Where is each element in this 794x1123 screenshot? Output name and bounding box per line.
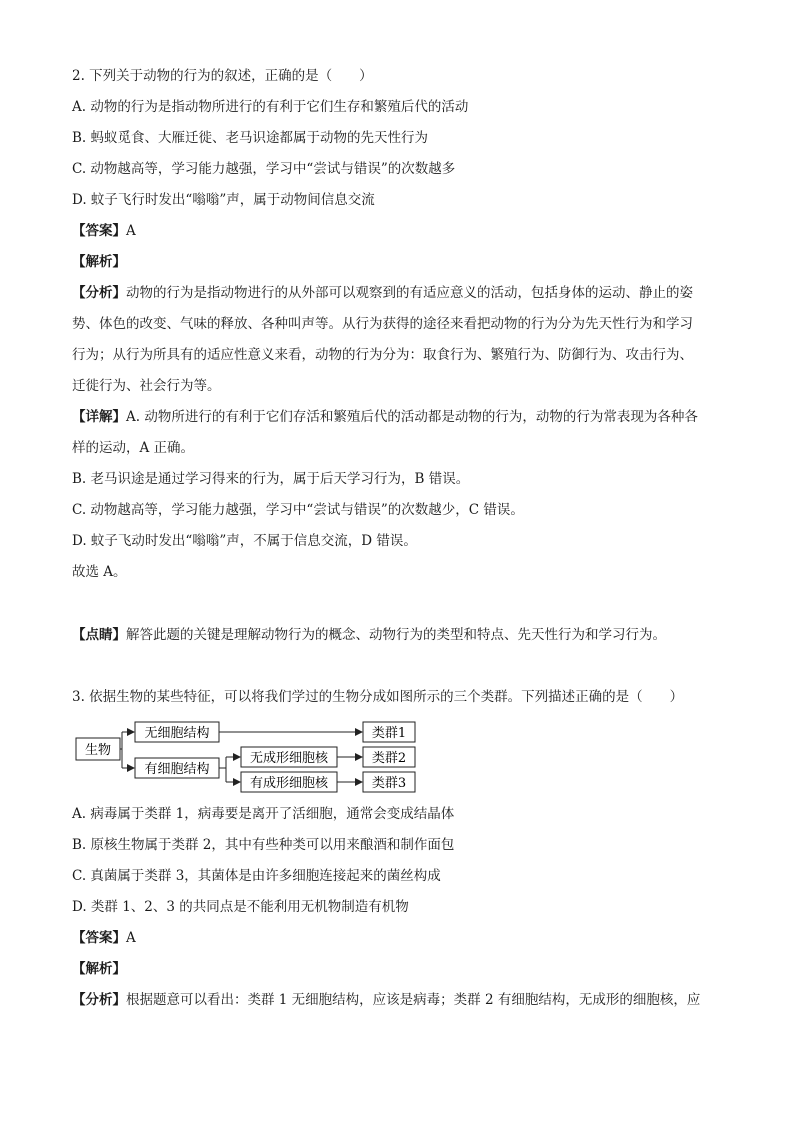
diagram-sub-nucleus-label: 有成形细胞核 bbox=[249, 776, 329, 791]
diagram-branch-no-cell-label: 无细胞结构 bbox=[144, 726, 210, 741]
diagram-group-2-label: 类群2 bbox=[371, 751, 407, 766]
question-2-fenxi-line-3: 行为；从行为所具有的适应性意义来看，动物的行为分为：取食行为、繁殖行为、防御行为、攻击行为、 bbox=[72, 347, 693, 363]
fenxi-label: 【分析】 bbox=[72, 992, 126, 1008]
question-2-xiangjie-line-1 bbox=[72, 407, 698, 427]
question-2-option-c: C. 动物越高等，学习能力越强，学习中“尝试与错误”的次数越多 bbox=[72, 161, 456, 177]
answer-label: 【答案】 bbox=[72, 223, 126, 239]
question-3-option-a: A. 病毒属于类群 1，病毒要是离开了活细胞，通常会变成结晶体 bbox=[72, 806, 455, 822]
question-2-xiangjie-line-5: D. 蚊子飞动时发出“嗡嗡”声，不属于信息交流，D 错误。 bbox=[72, 533, 417, 549]
dianjing-label: 【点睛】 bbox=[72, 627, 126, 643]
question-2-fenxi-line-4: 迁徙行为、社会行为等。 bbox=[72, 378, 221, 394]
question-2-option-a: A. 动物的行为是指动物所进行的有利于它们生存和繁殖后代的活动 bbox=[72, 99, 469, 115]
diagram-root-label: 生物 bbox=[84, 743, 112, 758]
answer-value: A bbox=[126, 930, 136, 946]
diagram-group-1-label: 类群1 bbox=[371, 726, 407, 741]
question-2-xiangjie-line-2: 样的运动，A 正确。 bbox=[72, 440, 195, 456]
fenxi-text: 动物的行为是指动物进行的从外部可以观察到的有适应意义的活动，包括身体的运动、静止的姿 bbox=[126, 285, 693, 301]
question-3-option-c: C. 真菌属于类群 3，其菌体是由许多细胞连接起来的菌丝构成 bbox=[72, 868, 441, 884]
question-2-stem: 2. 下列关于动物的行为的叙述，正确的是（ ） bbox=[72, 68, 373, 84]
question-2-jiexi-label: 【解析】 bbox=[72, 254, 126, 270]
question-2-xiangjie-line-4: C. 动物越高等，学习能力越强，学习中“尝试与错误”的次数越少，C 错误。 bbox=[72, 502, 524, 518]
question-2-option-d: D. 蚊子飞行时发出“嗡嗡”声，属于动物间信息交流 bbox=[72, 192, 375, 208]
question-3-option-d: D. 类群 1、2、3 的共同点是不能利用无机物制造有机物 bbox=[72, 899, 409, 915]
classification-diagram bbox=[74, 716, 424, 798]
question-3-fenxi bbox=[72, 990, 700, 1010]
dianjing-text: 解答此题的关键是理解动物行为的概念、动物行为的类型和特点、先天性行为和学习行为。 bbox=[126, 627, 666, 643]
diagram-branch-cell-label: 有细胞结构 bbox=[144, 762, 210, 777]
question-2-fenxi-line-2: 势、体色的改变、气味的释放、各种叫声等。从行为获得的途径来看把动物的行为分为先天性行为和学习 bbox=[72, 316, 693, 332]
question-2-conclusion: 故选 A。 bbox=[72, 564, 127, 580]
question-2-fenxi-line-1 bbox=[72, 283, 693, 303]
answer-value: A bbox=[126, 223, 136, 239]
diagram-group-3-label: 类群3 bbox=[371, 776, 407, 791]
fenxi-label: 【分析】 bbox=[72, 285, 126, 301]
question-2-dianjing bbox=[72, 625, 666, 645]
question-2-xiangjie-line-3: B. 老马识途是通过学习得来的行为，属于后天学习行为，B 错误。 bbox=[72, 471, 470, 487]
question-3-jiexi-label: 【解析】 bbox=[72, 961, 126, 977]
question-3-stem: 3. 依据生物的某些特征，可以将我们学过的生物分成如图所示的三个类群。下列描述正确的是（ ） bbox=[72, 689, 684, 705]
answer-label: 【答案】 bbox=[72, 930, 126, 946]
xiangjie-label: 【详解】 bbox=[72, 409, 126, 425]
question-2-option-b: B. 蚂蚁觅食、大雁迁徙、老马识途都属于动物的先天性行为 bbox=[72, 130, 429, 146]
xiangjie-text: A. 动物所进行的有利于它们存活和繁殖后代的活动都是动物的行为，动物的行为常表现为各种各 bbox=[126, 409, 698, 425]
question-3-answer bbox=[72, 928, 136, 948]
question-2-answer bbox=[72, 221, 136, 241]
fenxi-text: 根据题意可以看出：类群 1 无细胞结构，应该是病毒；类群 2 有细胞结构，无成形的细胞核，应 bbox=[126, 992, 701, 1008]
diagram-sub-no-nucleus-label: 无成形细胞核 bbox=[249, 751, 329, 766]
question-3-option-b: B. 原核生物属于类群 2，其中有些种类可以用来酿酒和制作面包 bbox=[72, 837, 455, 853]
